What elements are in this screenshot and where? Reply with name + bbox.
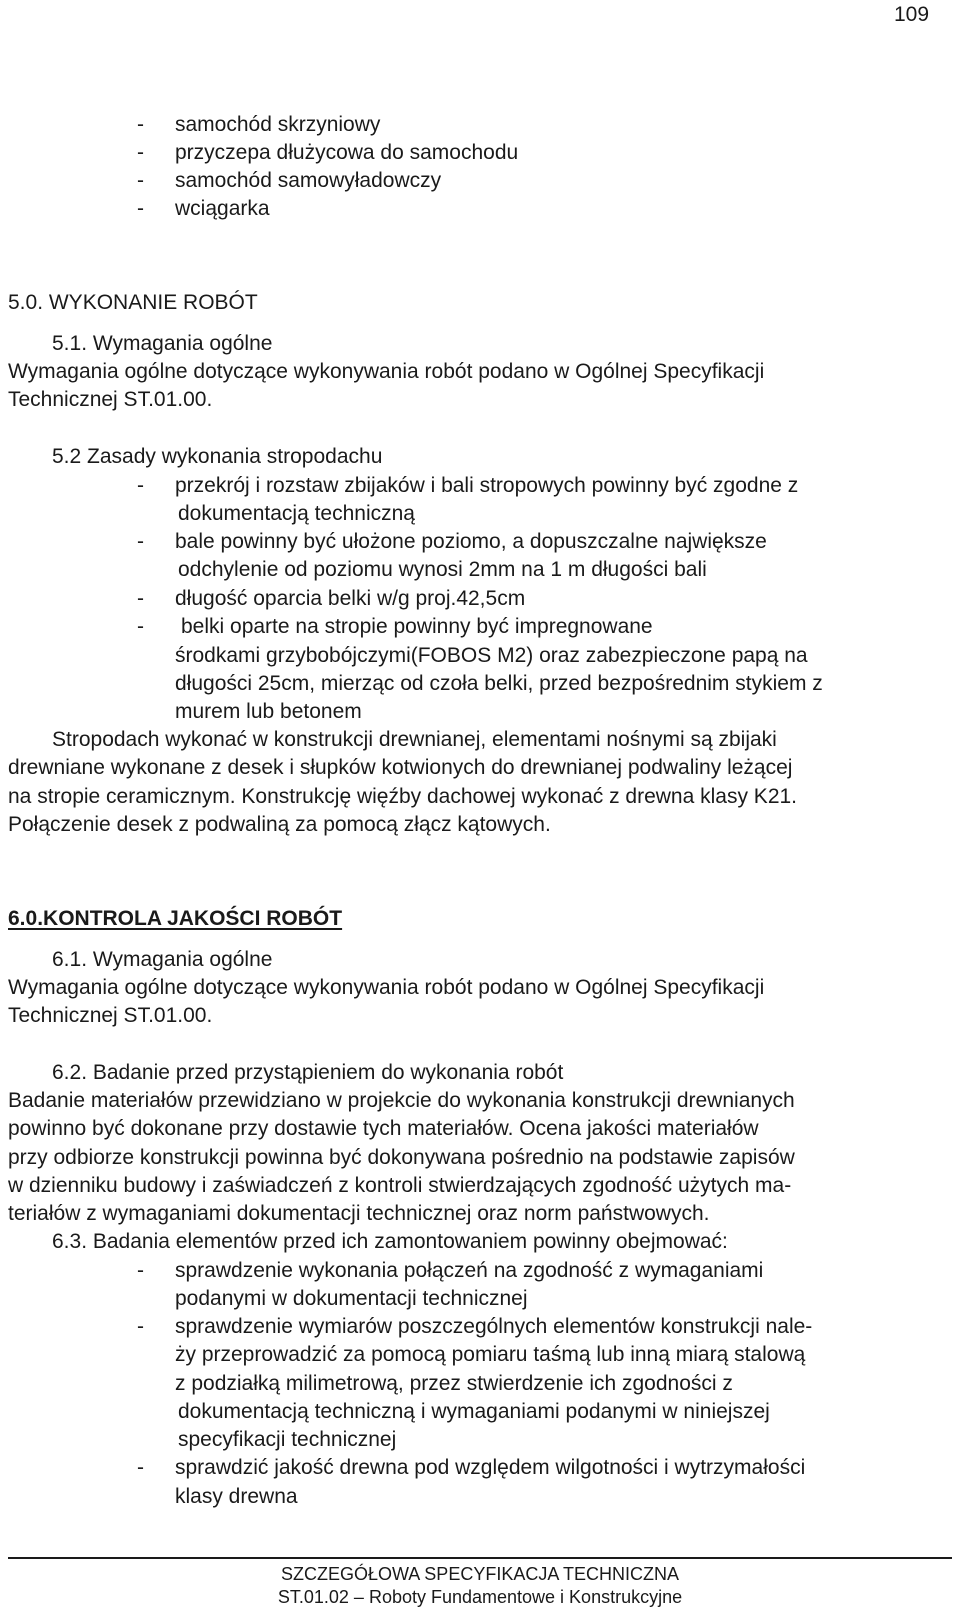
list-item-cont: dokumentacją techniczną (178, 502, 415, 525)
list-item: bale powinny być ułożone poziomo, a dopuszczalne największe (175, 530, 767, 553)
list-item-cont: podanymi w dokumentacji technicznej (175, 1287, 528, 1310)
paragraph-line: Technicznej ST.01.00. (8, 1004, 213, 1027)
list-dash: - (137, 197, 144, 220)
list-dash: - (137, 1456, 144, 1479)
list-item-cont: ży przeprowadzić za pomocą pomiaru taśmą lub inną miarą stalową (175, 1343, 806, 1366)
list-item: przyczepa dłużycowa do samochodu (175, 141, 519, 164)
list-item: wciągarka (175, 197, 270, 220)
paragraph-line: Stropodach wykonać w konstrukcji drewnianej, elementami nośnymi są zbijaki (52, 728, 777, 751)
list-item-cont: długości 25cm, mierząc od czoła belki, przed bezpośrednim stykiem z (175, 672, 823, 695)
list-dash: - (137, 1259, 144, 1282)
subsection-title: 5.2 Zasady wykonania stropodachu (52, 445, 383, 468)
paragraph-line: na stropie ceramicznym. Konstrukcję więźby dachowej wykonać z drewna klasy K21. (8, 785, 798, 808)
subsection-title: 6.3. Badania elementów przed ich zamontowaniem powinny obejmować: (52, 1230, 728, 1253)
list-item: przekrój i rozstaw zbijaków i bali stropowych powinny być zgodne z (175, 474, 799, 497)
paragraph-line: Wymagania ogólne dotyczące wykonywania robót podano w Ogólnej Specyfikacji (8, 976, 765, 999)
section-heading: 6.0.KONTROLA JAKOŚCI ROBÓT (8, 907, 343, 930)
paragraph-line: Połączenie desek z podwaliną za pomocą złącz kątowych. (8, 813, 551, 836)
list-dash: - (137, 1315, 144, 1338)
list-item-cont: dokumentacją techniczną i wymaganiami podanymi w niniejszej (178, 1400, 770, 1423)
paragraph-line: Technicznej ST.01.00. (8, 388, 213, 411)
footer-divider (8, 1557, 952, 1559)
paragraph-line: Badanie materiałów przewidziano w projekcie do wykonania konstrukcji drewnianych (8, 1089, 795, 1112)
paragraph-line: drewniane wykonane z desek i słupków kotwionych do drewnianej podwaliny leżącej (8, 756, 793, 779)
paragraph-line: teriałów z wymaganiami dokumentacji technicznej oraz norm państwowych. (8, 1202, 710, 1225)
list-item: samochód skrzyniowy (175, 113, 381, 136)
paragraph-line: przy odbiorze konstrukcji powinna być dokonywana pośrednio na podstawie zapisów (8, 1146, 795, 1169)
list-dash: - (137, 141, 144, 164)
subsection-title: 6.1. Wymagania ogólne (52, 948, 273, 971)
list-dash: - (137, 587, 144, 610)
subsection-title: 5.1. Wymagania ogólne (52, 332, 273, 355)
list-item-cont: specyfikacji technicznej (178, 1428, 397, 1451)
footer-title: SZCZEGÓŁOWA SPECYFIKACJA TECHNICZNA (280, 1564, 680, 1584)
list-dash: - (137, 530, 144, 553)
list-item: długość oparcia belki w/g proj.42,5cm (175, 587, 526, 610)
list-item: sprawdzenie wykonania połączeń na zgodność z wymaganiami (175, 1259, 764, 1282)
list-item-cont: środkami grzybobójczymi(FOBOS M2) oraz zabezpieczone papą na (175, 644, 808, 667)
list-item-cont: murem lub betonem (175, 700, 362, 723)
list-dash: - (137, 615, 144, 638)
paragraph-line: powinno być dokonane przy dostawie tych materiałów. Ocena jakości materiałów (8, 1117, 759, 1140)
list-item-cont: z podziałką milimetrową, przez stwierdzenie ich zgodności z (175, 1372, 733, 1395)
list-item: samochód samowyładowczy (175, 169, 442, 192)
paragraph-line: Wymagania ogólne dotyczące wykonywania robót podano w Ogólnej Specyfikacji (8, 360, 765, 383)
paragraph-line: w dzienniku budowy i zaświadczeń z kontroli stwierdzających zgodność użytych ma- (8, 1174, 792, 1197)
section-heading: 5.0. WYKONANIE ROBÓT (8, 291, 258, 314)
list-dash: - (137, 474, 144, 497)
footer-subtitle: ST.01.02 – Roboty Fundamentowe i Konstrukcyjne (277, 1587, 683, 1607)
list-item: sprawdzić jakość drewna pod względem wilgotności i wytrzymałości (175, 1456, 806, 1479)
list-item-cont: klasy drewna (175, 1485, 298, 1508)
subsection-title: 6.2. Badanie przed przystąpieniem do wykonania robót (52, 1061, 564, 1084)
list-item: sprawdzenie wymiarów poszczególnych elementów konstrukcji nale- (175, 1315, 813, 1338)
list-dash: - (137, 113, 144, 136)
page-number: 109 (894, 3, 930, 26)
list-item-cont: odchylenie od poziomu wynosi 2mm na 1 m długości bali (178, 558, 707, 581)
list-dash: - (137, 169, 144, 192)
list-item: belki oparte na stropie powinny być impregnowane (181, 615, 653, 638)
